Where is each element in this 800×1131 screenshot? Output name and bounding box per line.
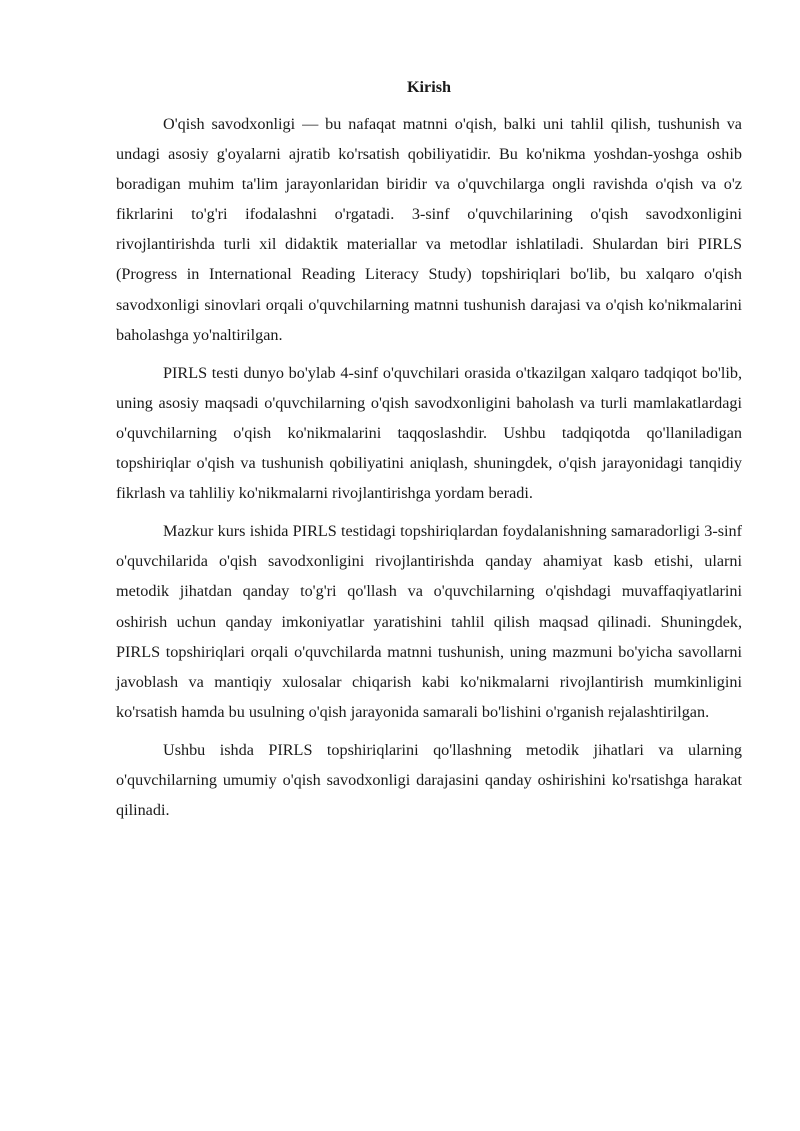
- document-page: [116, 74, 742, 833]
- paragraph-2: PIRLS testi dunyo bo'ylab 4-sinf o'quvchilari orasida o'tkazilgan xalqaro tadqiqot bo'lib, uning asosiy maqsadi o'quvchilarning o'qish savodxonligini baholash va turli mamlakatlardagi o'quvchilarning o'qish ko'nikmalarini taqqoslashdir. Ushbu tadqiqotda qo'llaniladigan topshiriqlar o'qish va tushunish qobiliyatini aniqlash, shuningdek, o'qish jarayonidagi tanqidiy fikrlash va tahliliy ko'nikmalarni rivojlantirishga yordam beradi.: [116, 363, 742, 503]
- section-title: Kirish: [406, 78, 452, 96]
- paragraph-1: O'qish savodxonligi — bu nafaqat matnni o'qish, balki uni tahlil qilish, tushunish va undagi asosiy g'oyalarni ajratib ko'rsatish qobiliyatidir. Bu ko'nikma yoshdan-yoshga oshib boradigan muhim ta'lim jarayonlaridan biridir va o'quvchilarga ongli ravishda o'qish va o'z fikrlarini to'g'ri ifodalashni o'rgatadi. 3-sinf o'quvchilarining o'qish savodxonligini rivojlantirishda turli xil didaktik materiallar va metodlar ishlatiladi. Shulardan biri PIRLS (Progress in International Reading Literacy Study) topshiriqlari bo'lib, bu xalqaro o'qish savodxonligi sinovlari orqali o'quvchilarning matnni tushunish darajasi va o'qish ko'nikmalarini baholashga yo'naltirilgan.: [116, 115, 742, 344]
- paragraph-3: Mazkur kurs ishida PIRLS testidagi topshiriqlardan foydalanishning samaradorligi 3-sinf o'quvchilarida o'qish savodxonligini rivojlantirishda qanday ahamiyat kasb etishi, ularni metodik jihatdan qanday to'g'ri qo'llash va o'quvchilarning o'qishdagi muvaffaqiyatlarini oshirish uchun qanday imkoniyatlar yaratishini tahlil qilish maqsad qilinadi. Shuningdek, PIRLS topshiriqlari orqali o'quvchilarda matnni tushunish, uning mazmuni bo'yicha savollarni javoblash va mantiqiy xulosalar chiqarish kabi ko'nikmalarni rivojlantirish mumkinligini ko'rsatish hamda bu usulning o'qish jarayonida samarali bo'lishini o'rganish rejalashtirilgan.: [116, 522, 742, 721]
- paragraph-4: Ushbu ishda PIRLS topshiriqlarini qo'llashning metodik jihatlari va ularning o'quvchilarning umumiy o'qish savodxonligi darajasini qanday oshirishini ko'rsatishga harakat qilinadi.: [116, 740, 742, 820]
